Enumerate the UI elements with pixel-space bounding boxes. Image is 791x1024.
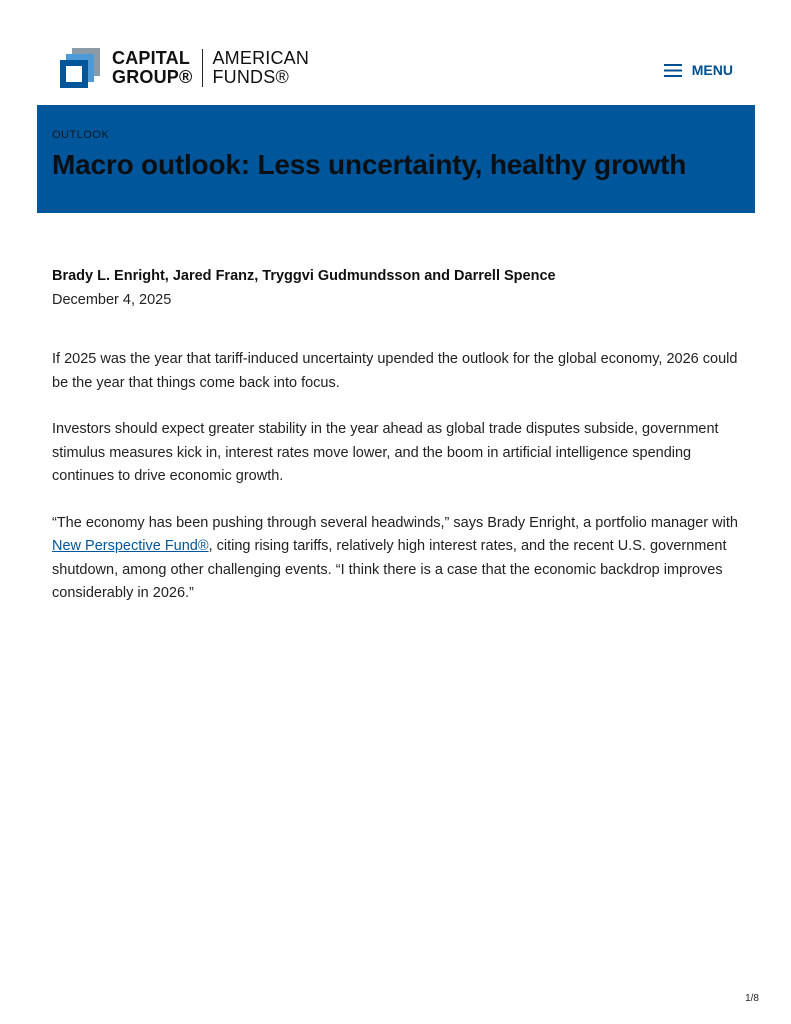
american-text: AMERICAN: [212, 48, 310, 68]
hamburger-icon: [664, 64, 682, 77]
funds-text: FUNDS®: [212, 67, 289, 87]
capital-group-american-funds-logo[interactable]: [58, 46, 309, 90]
group-text: GROUP®: [112, 67, 193, 87]
capital-group-logo-mark-icon: [58, 46, 102, 90]
menu-label: MENU: [691, 62, 733, 78]
paragraph-3: [52, 512, 742, 606]
new-perspective-fund-link[interactable]: New Perspective Fund®: [52, 538, 209, 554]
logo-divider: [202, 49, 203, 87]
article-authors: Brady L. Enright, Jared Franz, Tryggvi Gudmundsson and Darrell Spence: [52, 268, 556, 284]
category-eyebrow: OUTLOOK: [52, 129, 110, 141]
page-title: Macro outlook: Less uncertainty, healthy growth: [52, 149, 687, 180]
page-number: 1/8: [745, 993, 759, 1004]
article-body: [52, 348, 742, 629]
paragraph-2: Investors should expect greater stability in the year ahead as global trade disputes subside, government stimulus measures kick in, interest rates move lower, and the boom in artificial intelligence spending continues to drive economic growth.: [52, 421, 719, 484]
capital-group-wordmark: [112, 49, 192, 87]
site-header: [0, 0, 791, 104]
article-banner: [37, 105, 755, 213]
paragraph-1: If 2025 was the year that tariff-induced uncertainty upended the outlook for the global economy, 2026 could be the year that things come back into focus.: [52, 351, 738, 391]
article-date: December 4, 2025: [52, 292, 172, 308]
menu-button[interactable]: [664, 62, 733, 78]
paragraph-3-text-before: “The economy has been pushing through several headwinds,” says Brady Enright, a portfolio manager with: [52, 514, 738, 531]
american-funds-wordmark: [212, 49, 309, 87]
paragraph-3-text-after: , citing rising tariffs, relatively high interest rates, and the recent U.S. government shutdown, among other challenging events. “I think there is a case that the economic backdrop improves considerably in 2026.”: [52, 538, 727, 601]
capital-text: CAPITAL: [112, 48, 191, 68]
